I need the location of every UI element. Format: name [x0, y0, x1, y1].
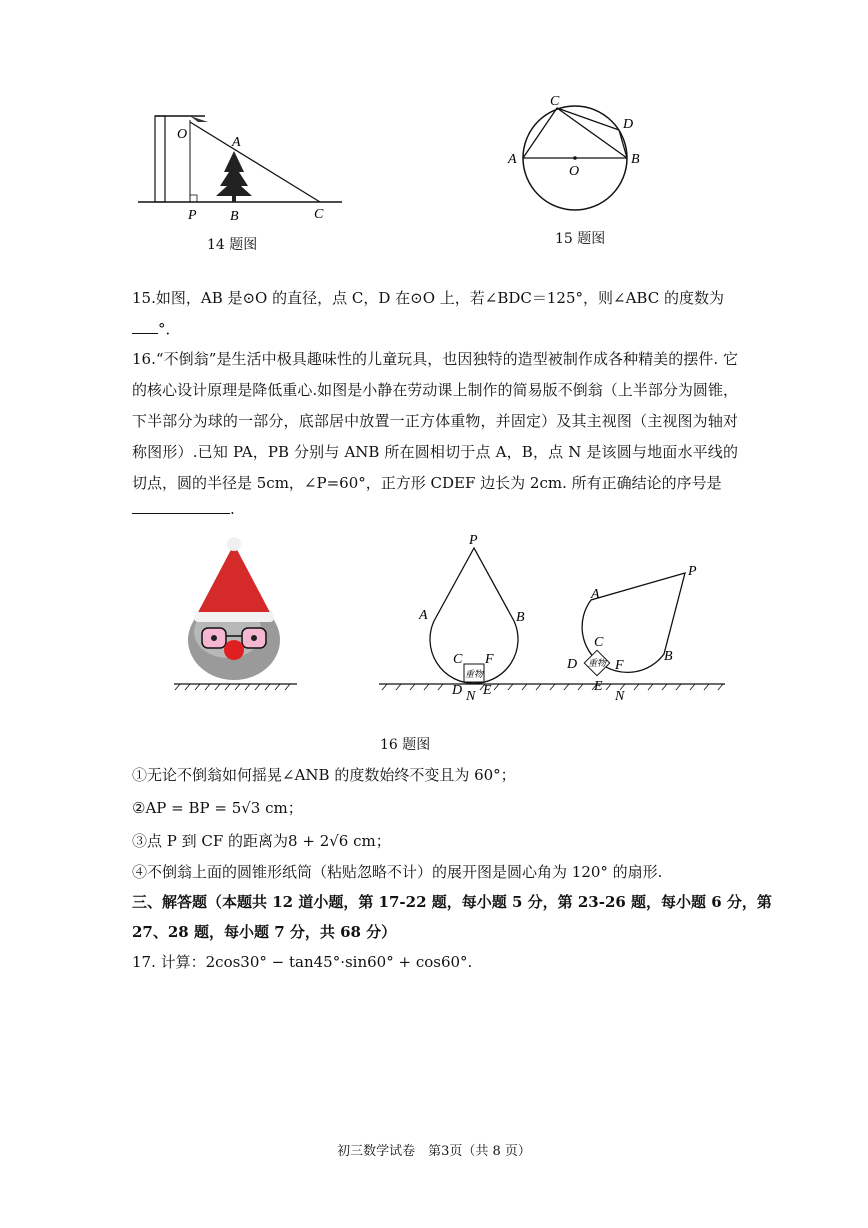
label-D2: D — [567, 657, 578, 672]
weight-label-upright: 重物 — [465, 669, 484, 679]
label-F2: F — [615, 658, 624, 673]
q15-answer-blank[interactable] — [132, 333, 158, 334]
right-angle-mark — [190, 195, 197, 202]
lamp-pole — [155, 116, 165, 202]
label-B1: B — [516, 610, 525, 625]
label-C2: C — [594, 635, 604, 650]
q16-option-4: ④不倒翁上面的圆锥形纸筒（粘贴忽略不计）的展开图是圆心角为 120° 的扇形. — [132, 863, 663, 881]
q15-line2: °． — [132, 318, 181, 339]
roly-poly-toy-image — [172, 532, 302, 692]
label-B2: B — [664, 649, 673, 664]
q16-option-3: ③点 P 到 CF 的距离为8 + 2√6 cm； — [132, 832, 391, 850]
label-O: O — [569, 164, 580, 179]
label-B: B — [631, 152, 640, 167]
q15-line1: 15.如图，AB 是⊙O 的直径，点 C，D 在⊙O 上，若∠BDC＝125°，则∠ABC 的度数为 — [132, 289, 724, 307]
label-C1: C — [453, 652, 463, 667]
figure-15-caption: 15 题图 — [555, 231, 606, 247]
figure-16-front-views — [375, 528, 730, 708]
label-O: O — [177, 127, 188, 142]
q16-text: 16.“不倒翁”是生活中极具趣味性的儿童玩具，也因独特的造型被制作成各种精美的摆件. 它的核心设计原理是降低重心.如图是小静在劳动课上制作的简易版不倒翁（上半部分为圆锥，下半部分为球的一部分，底部居中放置一正方体重物，并固定）及其主视图（主视图为轴对称图形）.已知 PA，PB 分别与 ANB 所在圆相切于点 A，B，点 N 是该圆与地面水平线的切点，圆的半径是 5cm，∠P=60°，正方形 CDEF 边长为 2cm. 所有正确结论的序号是 — [132, 350, 738, 492]
label-N2: N — [615, 689, 625, 704]
weight-label-tilted: 重物 — [588, 658, 607, 668]
chords — [523, 108, 627, 158]
light-ray — [190, 122, 320, 202]
label-P2: P — [688, 564, 697, 579]
label-A: A — [232, 135, 241, 150]
q17-text: 17. 计算：2cos30° − tan45°·sin60° + cos60°. — [132, 953, 473, 971]
lamp-head — [190, 116, 208, 122]
ground-hatching — [382, 684, 723, 690]
label-C: C — [314, 207, 324, 222]
label-N1: N — [466, 689, 476, 704]
q16-blank-line: . — [132, 500, 235, 518]
label-A: A — [508, 152, 517, 167]
label-C: C — [550, 94, 560, 109]
upright-profile — [430, 548, 518, 683]
label-E1: E — [483, 683, 492, 698]
q16-answer-blank[interactable] — [132, 513, 230, 514]
section-3-heading-line1: 三、解答题（本题共 12 道小题，第 17-22 题，每小题 5 分，第 23-26 题，每小题 6 分，第 — [132, 893, 772, 911]
label-E2: E — [594, 679, 603, 694]
label-D1: D — [452, 683, 463, 698]
q16-option-1: ①无论不倒翁如何摇晃∠ANB 的度数始终不变且为 60°； — [132, 766, 516, 784]
label-B: B — [230, 209, 239, 224]
figure-14-caption: 14 题图 — [207, 237, 258, 253]
tree-icon — [216, 151, 252, 202]
q16-option-2: ②AP = BP = 5√3 cm； — [132, 799, 303, 817]
figure-16-caption: 16 题图 — [380, 737, 431, 753]
label-A2: A — [591, 587, 600, 602]
figure-14 — [130, 108, 350, 238]
label-P: P — [188, 208, 197, 223]
label-P1: P — [469, 533, 478, 548]
center-dot — [573, 156, 577, 160]
label-A1: A — [419, 608, 428, 623]
figure-15 — [500, 90, 650, 220]
label-D: D — [623, 117, 634, 132]
section-3-heading-line2: 27、28 题，每小题 7 分，共 68 分） — [132, 923, 397, 941]
label-F1: F — [485, 652, 494, 667]
page-footer: 初三数学试卷 第3页（共 8 页） — [337, 1144, 531, 1159]
